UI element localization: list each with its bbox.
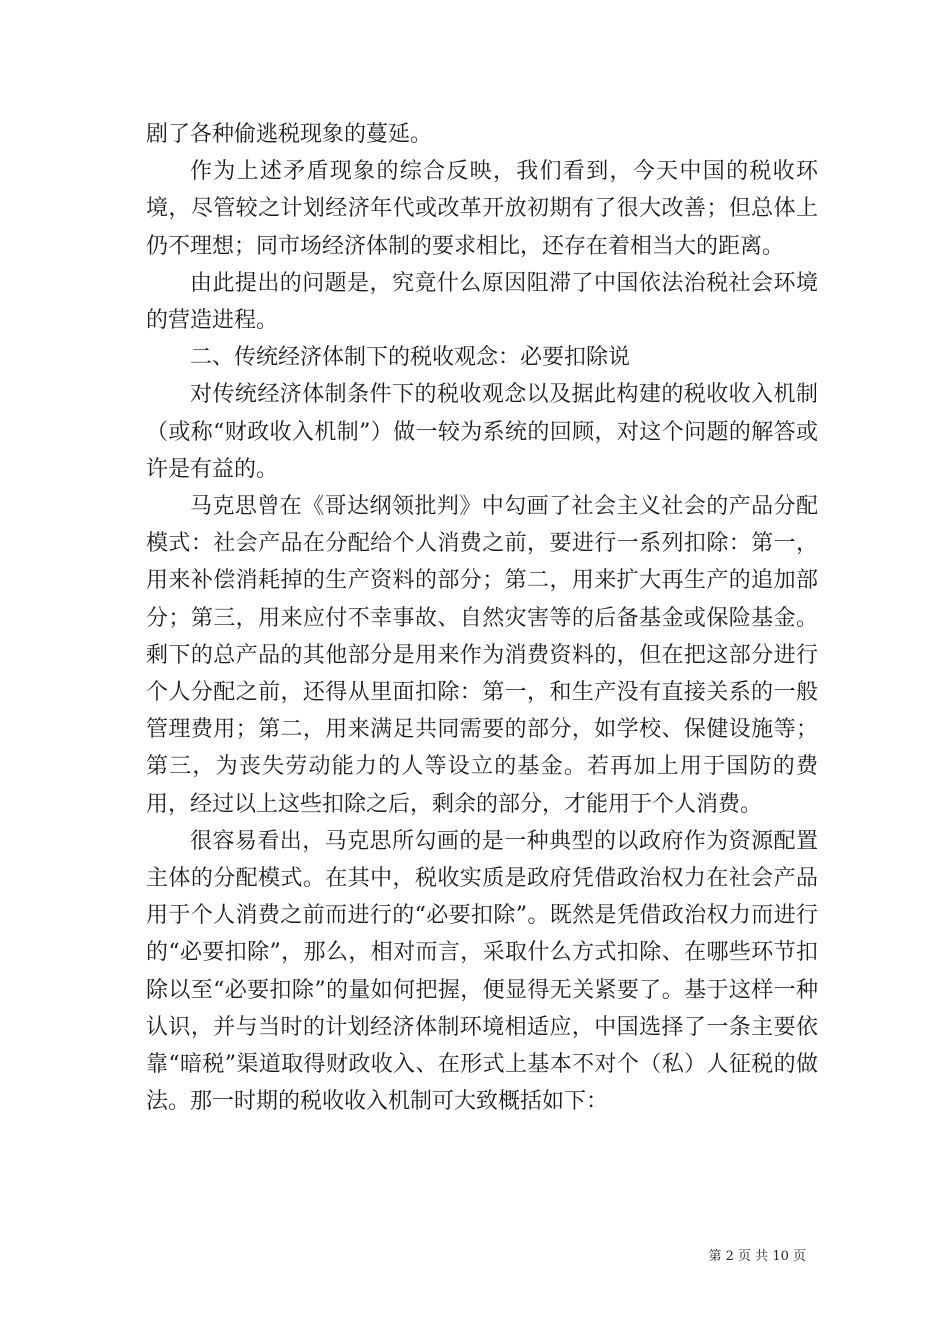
document-body	[146, 116, 818, 1120]
paragraph: 马克思曾在《哥达纲领批判》中勾画了社会主义社会的产品分配模式：社会产品在分配给个人消费之前，要进行一系列扣除：第一，用来补偿消耗掉的生产资料的部分；第二，用来扩大再生产的追加部分；第三，用来应付不幸事故、自然灾害等的后备基金或保险基金。剩下的总产品的其他部分是用来作为消费资料的，但在把这部分进行个人分配之前，还得从里面扣除：第一，和生产没有直接关系的一般管理费用；第二，用来满足共同需要的部分，如学校、保健设施等；第三，为丧失劳动能力的人等设立的基金。若再加上用于国防的费用，经过以上这些扣除之后，剩余的部分，才能用于个人消费。	[146, 494, 818, 817]
paragraph: 对传统经济体制条件下的税收观念以及据此构建的税收收入机制（或称“财政收入机制”）做一较为系统的回顾，对这个问题的解答或许是有益的。	[146, 382, 818, 482]
paragraph: 很容易看出，马克思所勾画的是一种典型的以政府作为资源配置主体的分配模式。在其中，税收实质是政府凭借政治权力在社会产品用于个人消费之前而进行的“必要扣除”。既然是凭借政治权力而进行的“必要扣除”，那么，相对而言，采取什么方式扣除、在哪些环节扣除以至“必要扣除”的量如何把握，便显得无关紧要了。基于这样一种认识，并与当时的计划经济体制环境相适应，中国选择了一条主要依靠“暗税”渠道取得财政收入、在形式上基本不对个（私）人征税的做法。那一时期的税收收入机制可大致概括如下：	[146, 828, 818, 1115]
section-heading: 二、传统经济体制下的税收观念：必要扣除说	[190, 345, 631, 371]
paragraph: 作为上述矛盾现象的综合反映，我们看到，今天中国的税收环境，尽管较之计划经济年代或改革开放初期有了很大改善；但总体上仍不理想；同市场经济体制的要求相比，还存在着相当大的距离。	[146, 159, 818, 259]
paragraph-continuation: 剧了各种偷逃税现象的蔓延。	[146, 122, 433, 147]
paragraph: 由此提出的问题是，究竟什么原因阻滞了中国依法治税社会环境的营造进程。	[146, 270, 818, 334]
page-number-footer: 第 2 页 共 10 页	[708, 1249, 806, 1264]
